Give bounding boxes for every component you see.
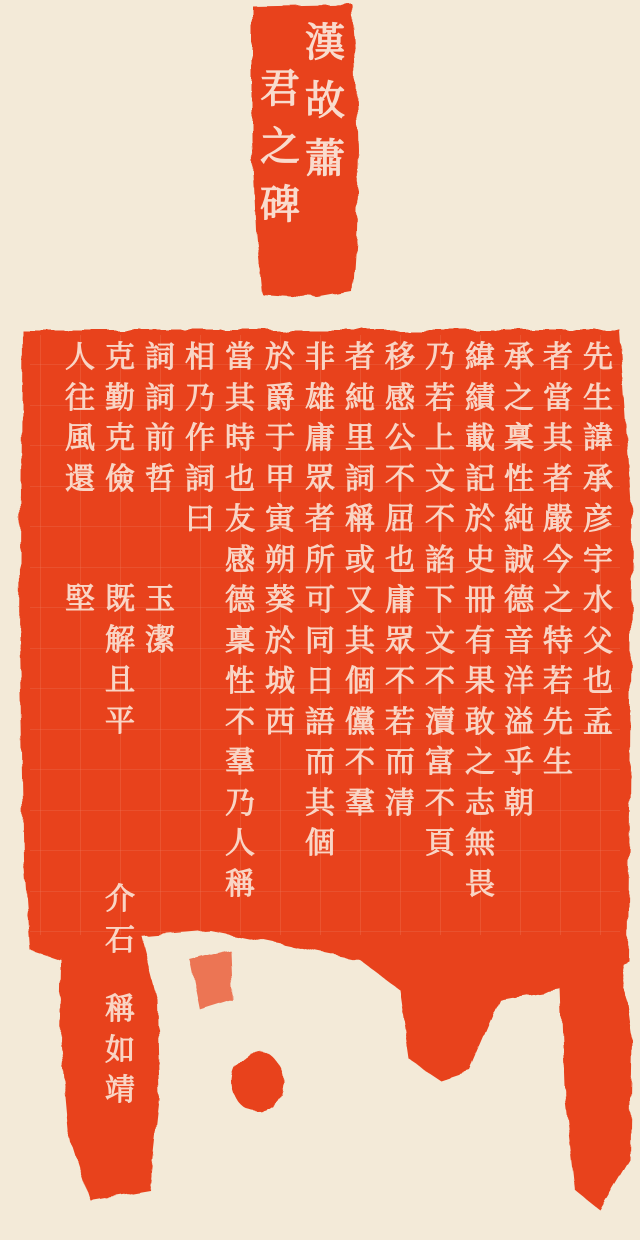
inscription-char: 靖 — [105, 1073, 135, 1108]
inscription-char: 有 — [465, 623, 495, 659]
inscription-char: 純 — [345, 380, 375, 416]
inscription-column — [538, 338, 578, 784]
inscription-char: 友 — [225, 502, 255, 537]
inscription-char: 城 — [265, 664, 295, 699]
inscription-char: 感 — [225, 542, 255, 578]
inscription-char: 水 — [583, 583, 613, 618]
inscription-char: 個 — [345, 664, 375, 699]
inscription-char: 相 — [185, 340, 215, 375]
inscription-char: 羣 — [345, 785, 375, 821]
inscription-char: 詞 — [185, 461, 215, 497]
inscription-char: 稱 — [345, 502, 375, 537]
inscription-char: 承 — [583, 461, 613, 497]
inscription-char: 德 — [225, 583, 255, 618]
inscription-column — [460, 338, 500, 905]
inscription-char: 人 — [225, 826, 255, 861]
heading-char: 碑 — [260, 181, 300, 228]
inscription-char: 者 — [543, 340, 573, 375]
inscription-char: 屈 — [385, 502, 415, 537]
inscription-char: 洋 — [504, 664, 534, 699]
inscription-char: 果 — [465, 664, 495, 699]
inscription-char: 儉 — [105, 461, 135, 497]
inscription-char: 下 — [425, 583, 455, 618]
inscription-column — [420, 338, 460, 865]
inscription-char: 于 — [265, 421, 295, 456]
inscription-char: 石 — [105, 922, 135, 958]
inscription-char: 如 — [105, 1032, 135, 1068]
inscription-char: 還 — [65, 461, 95, 497]
inscription-char: 性 — [504, 461, 534, 497]
inscription-char: 堅 — [65, 582, 95, 617]
heading-char: 故 — [305, 77, 345, 124]
inscription-char: 當 — [543, 380, 573, 416]
inscription-column — [300, 338, 340, 865]
inscription-column — [100, 580, 140, 742]
inscription-char: 詞 — [145, 340, 175, 375]
inscription-char: 生 — [583, 380, 613, 416]
inscription-column — [260, 338, 300, 743]
inscription-char: 父 — [583, 623, 613, 659]
inscription-char: 曰 — [185, 502, 215, 537]
inscription-char: 於 — [265, 623, 295, 659]
inscription-char: 稟 — [225, 623, 255, 659]
inscription-char: 非 — [305, 340, 335, 375]
inscription-char: 乃 — [425, 340, 455, 375]
inscription-char: 且 — [105, 663, 135, 698]
inscription-column — [340, 338, 380, 824]
inscription-char: 德 — [504, 583, 534, 618]
inscription-char: 乃 — [185, 380, 215, 416]
inscription-char: 瀆 — [425, 704, 455, 740]
inscription-char: 者 — [345, 340, 375, 375]
inscription-char: 往 — [65, 380, 95, 416]
inscription-char: 可 — [305, 583, 335, 618]
inscription-char: 稱 — [105, 992, 135, 1027]
inscription-char: 上 — [425, 421, 455, 456]
inscription-char: 里 — [345, 421, 375, 456]
inscription-char: 若 — [385, 704, 415, 740]
inscription-char: 史 — [465, 542, 495, 578]
inscription-column — [180, 338, 220, 541]
inscription-char: 稱 — [225, 866, 255, 902]
inscription-char: 志 — [465, 785, 495, 821]
inscription-char: 潔 — [145, 622, 175, 658]
inscription-char: 若 — [543, 664, 573, 699]
inscription-char: 乎 — [504, 745, 534, 780]
inscription-char: 其 — [225, 380, 255, 416]
inscription-char: 語 — [305, 704, 335, 740]
inscription-char: 葵 — [265, 583, 295, 618]
inscription-char: 不 — [385, 461, 415, 497]
inscription-char: 冊 — [465, 583, 495, 618]
inscription-column — [380, 338, 420, 824]
inscription-char: 解 — [105, 622, 135, 658]
inscription-char: 作 — [185, 421, 215, 456]
inscription-char: 感 — [385, 380, 415, 416]
inscription-char: 記 — [465, 461, 495, 497]
inscription-char: 畏 — [465, 866, 495, 902]
inscription-char: 朝 — [504, 785, 534, 821]
inscription-char: 於 — [265, 340, 295, 375]
inscription-char: 哲 — [145, 461, 175, 497]
heading-char: 君 — [260, 65, 300, 112]
heading-column-1 — [303, 14, 347, 188]
inscription-char: 音 — [504, 623, 534, 659]
inscription-char: 其 — [305, 785, 335, 821]
inscription-char: 若 — [425, 380, 455, 416]
inscription-char: 個 — [305, 826, 335, 861]
inscription-column — [100, 880, 140, 961]
inscription-char: 承 — [504, 340, 534, 375]
inscription-char: 諂 — [425, 542, 455, 578]
inscription-char: 純 — [504, 502, 534, 537]
inscription-char: 人 — [65, 340, 95, 375]
inscription-char: 不 — [425, 502, 455, 537]
inscription-column — [220, 338, 260, 905]
inscription-char: 也 — [225, 461, 255, 497]
inscription-char: 之 — [465, 745, 495, 780]
inscription-char: 日 — [305, 664, 335, 699]
inscription-char: 不 — [425, 664, 455, 699]
inscription-char: 溢 — [504, 704, 534, 740]
inscription-column — [100, 338, 140, 500]
inscription-char: 當 — [225, 340, 255, 375]
inscription-column — [140, 580, 180, 661]
inscription-char: 緯 — [465, 340, 495, 375]
inscription-char: 頁 — [425, 826, 455, 861]
inscription-char: 時 — [225, 421, 255, 456]
inscription-char: 敢 — [465, 704, 495, 740]
inscription-char: 嚴 — [543, 502, 573, 537]
inscription-char: 不 — [225, 704, 255, 740]
inscription-char: 儻 — [345, 704, 375, 740]
inscription-char: 風 — [65, 421, 95, 456]
heading-char: 漢 — [305, 19, 345, 66]
inscription-char: 其 — [345, 623, 375, 659]
inscription-char: 績 — [465, 380, 495, 416]
inscription-char: 庸 — [305, 421, 335, 456]
inscription-char: 清 — [385, 785, 415, 821]
inscription-char: 克 — [105, 340, 135, 375]
inscription-char: 朔 — [265, 542, 295, 578]
inscription-char: 乃 — [225, 785, 255, 821]
inscription-char: 也 — [583, 664, 613, 699]
inscription-char: 不 — [385, 664, 415, 699]
inscription-char: 也 — [385, 542, 415, 578]
inscription-char: 西 — [265, 704, 295, 740]
heading-char: 之 — [260, 123, 300, 170]
inscription-char: 克 — [105, 421, 135, 456]
inscription-char: 而 — [385, 745, 415, 780]
inscription-char: 羣 — [225, 745, 255, 780]
inscription-char: 載 — [465, 421, 495, 456]
inscription-char: 文 — [425, 461, 455, 497]
inscription-char: 諱 — [583, 421, 613, 456]
inscription-char: 爵 — [265, 380, 295, 416]
inscription-char: 先 — [543, 704, 573, 740]
inscription-char: 雄 — [305, 380, 335, 416]
inscription-column — [499, 338, 539, 824]
inscription-char: 生 — [543, 745, 573, 780]
inscription-char: 者 — [305, 502, 335, 537]
inscription-column — [100, 990, 140, 1112]
inscription-char: 平 — [105, 703, 135, 739]
inscription-char: 誠 — [504, 542, 534, 578]
inscription-char: 無 — [465, 826, 495, 861]
inscription-column — [60, 580, 100, 621]
heading-char: 蕭 — [305, 135, 345, 182]
inscription-char: 之 — [504, 380, 534, 416]
inscription-char: 富 — [425, 745, 455, 780]
inscription-char: 詞 — [145, 380, 175, 416]
inscription-char: 所 — [305, 542, 335, 578]
inscription-char: 者 — [543, 461, 573, 497]
inscription-char: 於 — [465, 502, 495, 537]
inscription-char: 眾 — [305, 461, 335, 497]
inscription-char: 甲 — [265, 461, 295, 497]
inscription-char: 勤 — [105, 380, 135, 416]
inscription-column — [60, 338, 100, 500]
inscription-char: 又 — [345, 583, 375, 618]
inscription-char: 詞 — [345, 461, 375, 497]
inscription-char: 公 — [385, 421, 415, 456]
inscription-char: 不 — [345, 745, 375, 780]
inscription-char: 文 — [425, 623, 455, 659]
inscription-char: 之 — [543, 583, 573, 618]
inscription-char: 孟 — [583, 704, 613, 740]
inscription-char: 眾 — [385, 623, 415, 659]
inscription-char: 同 — [305, 623, 335, 659]
inscription-char: 介 — [105, 882, 135, 917]
inscription-char: 宇 — [583, 542, 613, 578]
inscription-char: 今 — [543, 542, 573, 578]
inscription-char: 移 — [385, 340, 415, 375]
heading-column-2 — [258, 60, 302, 234]
inscription-char: 既 — [105, 582, 135, 617]
inscription-column — [140, 338, 180, 500]
inscription-char: 性 — [225, 664, 255, 699]
inscription-char: 其 — [543, 421, 573, 456]
inscription-char: 先 — [583, 340, 613, 375]
inscription-char: 寅 — [265, 502, 295, 537]
inscription-char: 或 — [345, 542, 375, 578]
inscription-char: 玉 — [145, 582, 175, 617]
inscription-char: 不 — [425, 785, 455, 821]
inscription-char: 特 — [543, 623, 573, 659]
inscription-char: 彦 — [583, 502, 613, 537]
inscription-char: 庸 — [385, 583, 415, 618]
inscription-char: 而 — [305, 745, 335, 780]
inscription-char: 稟 — [504, 421, 534, 456]
inscription-column — [578, 338, 618, 743]
inscription-char: 前 — [145, 421, 175, 456]
